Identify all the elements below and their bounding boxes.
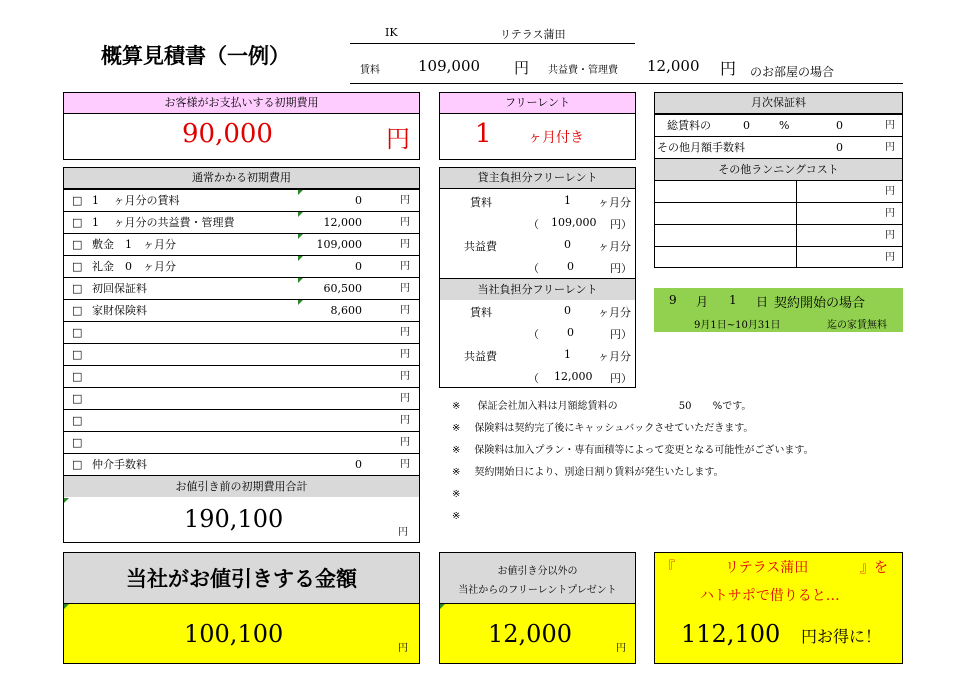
- free-period: 9月1日~10月31日: [694, 320, 781, 331]
- cost-yen: 円: [400, 305, 410, 316]
- present-title-2: 当社からのフリーレントプレゼント: [458, 585, 617, 596]
- note-4: [452, 462, 724, 484]
- company-rent-amount: 0: [567, 326, 574, 339]
- summary-property: リテラス蒲田: [725, 560, 809, 576]
- summary-close: 』を: [860, 560, 888, 576]
- company-common-label: 共益費: [464, 350, 497, 363]
- cell-marker: [298, 234, 303, 239]
- note-text: 保証会社加入料は月額総賃料の: [477, 401, 618, 412]
- checkbox-icon[interactable]: □: [72, 458, 83, 471]
- common-fee-value: 12,000: [647, 57, 700, 75]
- note-3: [452, 440, 814, 462]
- staff-initials: IK: [385, 26, 398, 39]
- cost-row: [64, 431, 419, 453]
- common-fee-yen: 円: [720, 59, 737, 78]
- cost-label: 家財保険料: [92, 304, 147, 317]
- summary-line2: ハトサポで借りると…: [700, 588, 840, 604]
- contract-month-unit: 月: [696, 295, 709, 309]
- landlord-common-amount: 0: [567, 260, 574, 273]
- guarantee-pct: 0: [743, 119, 750, 132]
- cost-yen: 円: [400, 283, 410, 294]
- note-mark: ※: [452, 401, 461, 412]
- discount-box: [63, 552, 420, 664]
- cost-row: [64, 233, 419, 255]
- cell-marker: [298, 300, 303, 305]
- checkbox-icon[interactable]: □: [72, 326, 83, 339]
- checkbox-icon[interactable]: □: [72, 436, 83, 449]
- cost-value: 0: [355, 260, 362, 273]
- header-rule-bottom: [350, 83, 903, 84]
- company-common-unit: ヶ月分: [598, 350, 631, 363]
- cost-yen: 円: [400, 261, 410, 272]
- property-name: リテラス蒲田: [500, 28, 566, 41]
- landlord-common-unit: ヶ月分: [598, 240, 631, 253]
- landlord-free-rent-box: [439, 167, 636, 388]
- cell-marker: [298, 278, 303, 283]
- guarantee-pct-unit: %: [779, 119, 790, 132]
- note-mark: ※: [452, 445, 461, 456]
- landlord-common-close: 円）: [610, 262, 632, 275]
- running-cost-yen: 円: [885, 252, 895, 263]
- cost-value: 12,000: [323, 216, 362, 229]
- checkbox-icon[interactable]: □: [72, 194, 83, 207]
- cost-yen: 円: [400, 217, 410, 228]
- cost-row: [64, 189, 419, 211]
- company-common-months: 1: [564, 348, 571, 361]
- running-cost-row: [655, 202, 902, 224]
- free-rent-months: 1: [475, 119, 492, 149]
- free-rent-unit: ヶ月付き: [528, 130, 584, 146]
- monthly-guarantee-title: 月次保証料: [655, 93, 902, 114]
- company-common-open: （: [528, 372, 539, 385]
- cost-row: [64, 299, 419, 321]
- note-mark: ※: [452, 423, 461, 434]
- company-rent-label: 賃料: [470, 306, 492, 319]
- monthly-fee-label: その他月額手数料: [657, 141, 745, 154]
- running-cost-row: [655, 246, 902, 268]
- rent-value: 109,000: [418, 57, 481, 75]
- company-common-close: 円）: [610, 372, 632, 385]
- cost-row: [64, 343, 419, 365]
- total-yen: 円: [398, 527, 408, 538]
- customer-pay-amount: 90,000: [182, 119, 273, 149]
- contract-day: 1: [729, 293, 737, 307]
- cell-marker: [298, 190, 303, 195]
- free-rent-title: フリーレント: [440, 93, 635, 114]
- cost-yen: 円: [400, 371, 410, 382]
- discount-title: 当社がお値引きする金額: [64, 553, 419, 604]
- company-rent-open: （: [528, 328, 539, 341]
- cost-row: [64, 255, 419, 277]
- checkbox-icon[interactable]: □: [72, 238, 83, 251]
- initial-costs-box: [63, 167, 420, 543]
- cost-yen: 円: [400, 349, 410, 360]
- customer-pay-title: お客様がお支払いする初期費用: [64, 93, 419, 114]
- guarantee-yen: 円: [885, 120, 895, 131]
- rent-label: 賃料: [360, 65, 380, 76]
- present-yen: 円: [616, 643, 626, 654]
- monthly-fee-yen: 円: [885, 142, 895, 153]
- checkbox-icon[interactable]: □: [72, 304, 83, 317]
- contract-month: 9: [669, 293, 677, 307]
- company-free-rent-title: 当社負担分フリーレント: [440, 278, 635, 300]
- checkbox-icon[interactable]: □: [72, 370, 83, 383]
- landlord-common-label: 共益費: [464, 240, 497, 253]
- customer-pay-yen: 円: [386, 125, 410, 153]
- landlord-rent-open: （: [528, 218, 539, 231]
- note-value: 50: [678, 401, 692, 412]
- note-text: 保険料は契約完了後にキャッシュバックさせていただきます。: [474, 423, 754, 434]
- note-6: [452, 506, 460, 528]
- checkbox-icon[interactable]: □: [72, 216, 83, 229]
- note-1: [452, 396, 751, 418]
- summary-box: [654, 552, 903, 664]
- cost-label: 初回保証料: [92, 282, 147, 295]
- summary-amount: 112,100: [681, 620, 781, 648]
- note-text: 契約開始日により、別途日割り賃料が発生いたします。: [474, 467, 724, 478]
- discount-amount: 100,100: [184, 620, 284, 648]
- checkbox-icon[interactable]: □: [72, 414, 83, 427]
- monthly-guarantee-box: [654, 92, 903, 268]
- company-common-amount: 12,000: [554, 370, 593, 383]
- present-title-1: お値引き分以外の: [497, 566, 578, 577]
- landlord-months-unit: ヶ月分: [598, 196, 631, 209]
- cost-yen: 円: [400, 415, 410, 426]
- present-title-bg: [440, 553, 635, 604]
- note-tail: %です。: [712, 401, 752, 412]
- cost-value: 0: [355, 458, 362, 471]
- cost-row: [64, 409, 419, 431]
- cell-marker: [298, 212, 303, 217]
- present-box: [439, 552, 636, 664]
- cost-row: [64, 453, 419, 475]
- rent-yen: 円: [514, 59, 530, 77]
- note-mark: ※: [452, 489, 461, 500]
- landlord-common-open: （: [528, 262, 539, 275]
- cost-yen: 円: [400, 195, 410, 206]
- running-cost-yen: 円: [885, 230, 895, 241]
- cost-value: 109,000: [316, 238, 362, 251]
- initial-costs-title: 通常かかる初期費用: [64, 168, 419, 189]
- checkbox-icon[interactable]: □: [72, 348, 83, 361]
- cost-label: 1 ヶ月分の共益費・管理費: [92, 216, 235, 229]
- cost-row: [64, 365, 419, 387]
- checkbox-icon[interactable]: □: [72, 260, 83, 273]
- cost-row: [64, 211, 419, 233]
- company-months-unit: ヶ月分: [598, 306, 631, 319]
- contract-start-label: 契約開始の場合: [774, 296, 866, 311]
- running-cost-yen: 円: [885, 186, 895, 197]
- cost-value: 8,600: [330, 304, 362, 317]
- cost-yen: 円: [400, 437, 410, 448]
- landlord-free-rent-title: 貸主負担分フリーレント: [440, 168, 635, 189]
- cost-yen: 円: [400, 393, 410, 404]
- cell-marker: [298, 256, 303, 261]
- total-label: お値引き前の初期費用合計: [64, 475, 419, 497]
- room-suffix: のお部屋の場合: [750, 65, 835, 79]
- checkbox-icon[interactable]: □: [72, 282, 83, 295]
- contract-start-box: [654, 288, 903, 332]
- total-amount: 190,100: [184, 505, 284, 533]
- cost-value: 60,500: [323, 282, 362, 295]
- header-rule-top: [350, 43, 635, 44]
- landlord-rent-label: 賃料: [470, 196, 492, 209]
- landlord-rent-close: 円）: [610, 218, 632, 231]
- cost-label: 礼金 0 ヶ月分: [92, 260, 176, 273]
- free-rent-box: [439, 92, 636, 160]
- cost-row: [64, 321, 419, 343]
- cost-label: 敷金 1 ヶ月分: [92, 238, 176, 251]
- note-mark: ※: [452, 467, 461, 478]
- note-5: [452, 484, 460, 506]
- guarantee-row-1: [655, 114, 902, 136]
- cost-row: [64, 387, 419, 409]
- cost-yen: 円: [400, 239, 410, 250]
- cost-yen: 円: [400, 327, 410, 338]
- guarantee-label: 総賃料の: [667, 119, 711, 132]
- discount-yen: 円: [398, 643, 408, 654]
- summary-open: 『: [661, 560, 675, 576]
- customer-pay-box: [63, 92, 420, 160]
- free-period-suffix: 迄の家賃無料: [827, 320, 887, 331]
- note-mark: ※: [452, 511, 461, 522]
- landlord-rent-months: 1: [564, 194, 571, 207]
- note-2: [452, 418, 753, 440]
- running-cost-row: [655, 224, 902, 246]
- cost-label: 仲介手数料: [92, 458, 147, 471]
- company-rent-months: 0: [564, 304, 571, 317]
- summary-tail: 円お得に！: [801, 627, 882, 646]
- checkbox-icon[interactable]: □: [72, 392, 83, 405]
- guarantee-row-2: [655, 136, 902, 158]
- running-cost-title: その他ランニングコスト: [655, 158, 902, 180]
- cost-row: [64, 277, 419, 299]
- note-text: 保険料は加入プラン・専有面積等によって変更となる可能性がございます。: [474, 445, 814, 456]
- cost-label: 1 ヶ月分の賃料: [92, 194, 180, 207]
- page-title: 概算見積書（一例）: [101, 43, 290, 68]
- company-rent-close: 円）: [610, 328, 632, 341]
- running-cost-yen: 円: [885, 208, 895, 219]
- landlord-common-months: 0: [564, 238, 571, 251]
- contract-day-unit: 日: [756, 295, 769, 309]
- present-amount: 12,000: [488, 620, 572, 648]
- cost-yen: 円: [400, 459, 410, 470]
- guarantee-value: 0: [836, 119, 843, 132]
- running-cost-row: [655, 180, 902, 202]
- cost-value: 0: [355, 194, 362, 207]
- landlord-rent-amount: 109,000: [551, 216, 597, 229]
- monthly-fee-value: 0: [836, 141, 843, 154]
- common-fee-label: 共益費・管理費: [548, 65, 618, 76]
